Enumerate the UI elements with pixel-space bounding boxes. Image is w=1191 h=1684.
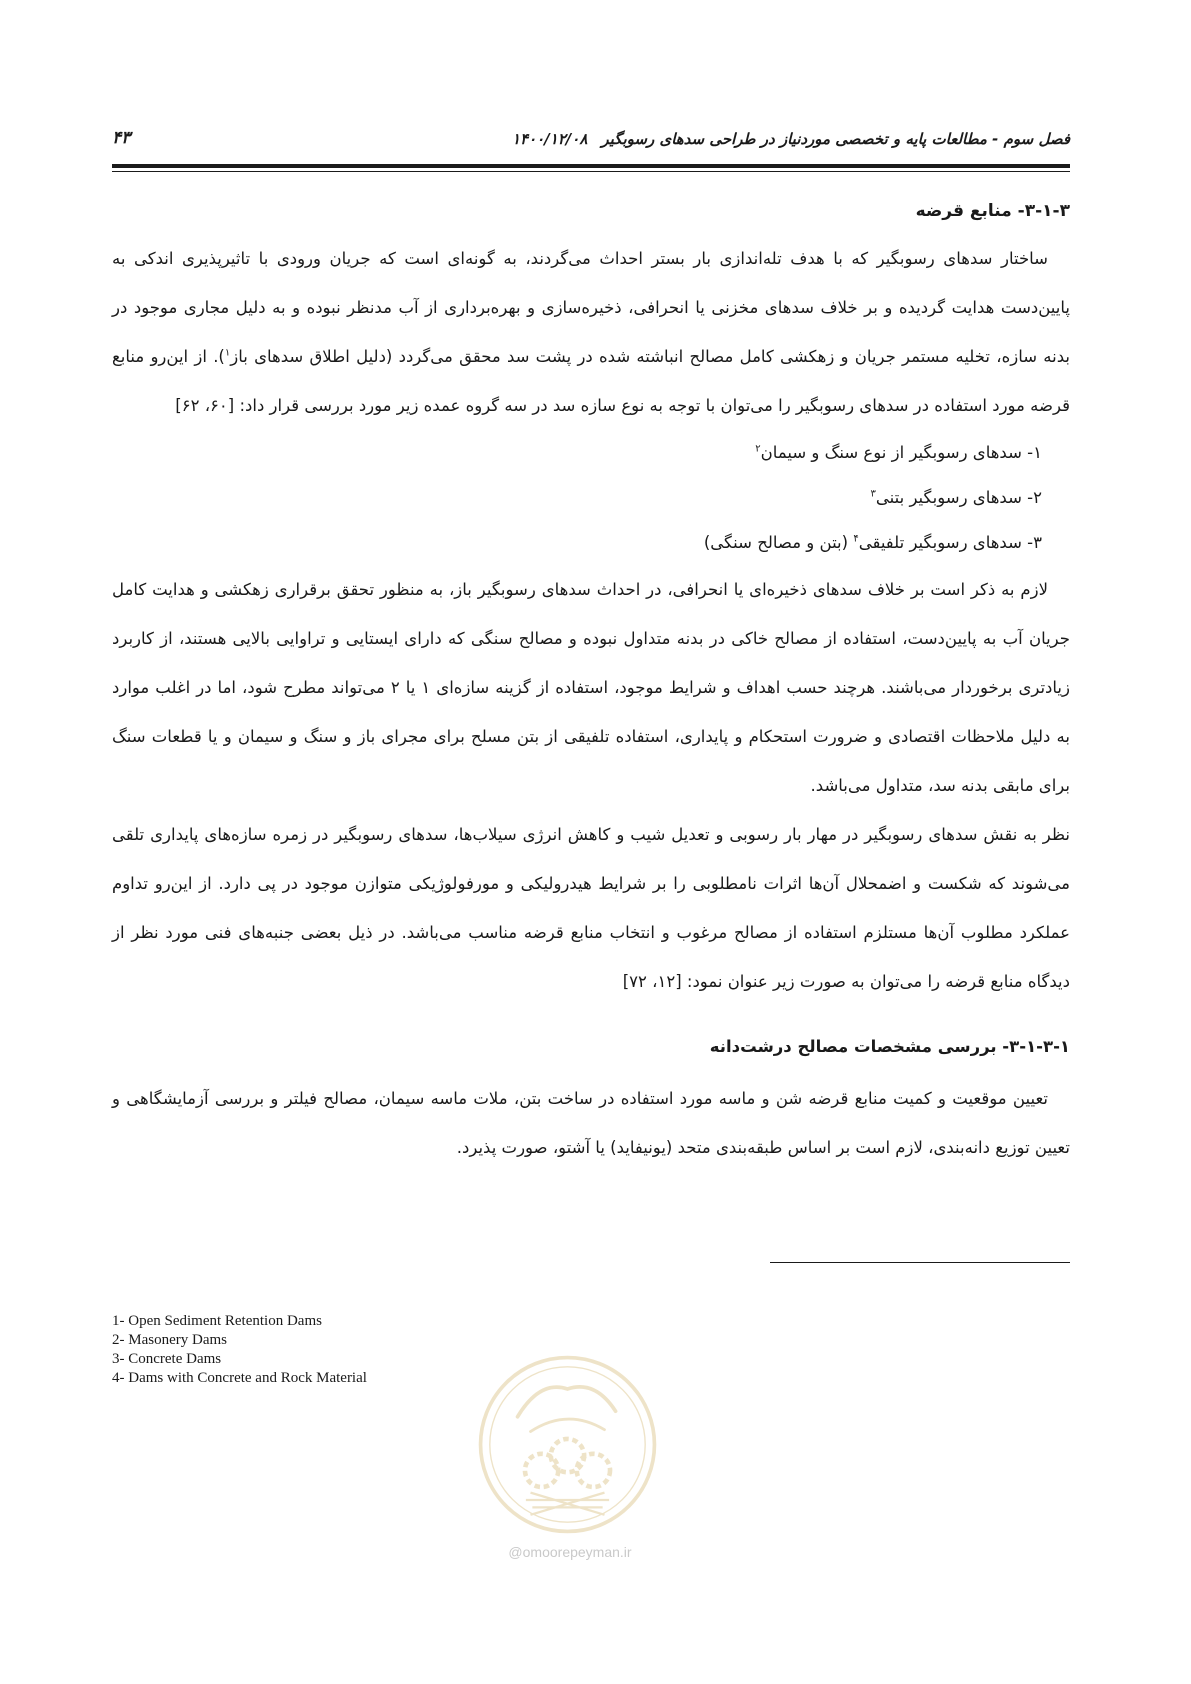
footnote: 4- Dams with Concrete and Rock Material [112,1370,367,1386]
footnote-ref: ۳ [870,488,876,500]
main-content [112,188,1070,1172]
page-header [112,126,1070,156]
list-item [112,520,1070,565]
footnote: 2- Masonery Dams [112,1332,227,1348]
footnote-ref: ۲ [755,443,761,455]
footnote-ref: ۴ [853,533,859,545]
section-heading: ۳-۱-۳- منابع قرضه [915,201,1070,221]
list-item-text: ۱- سدهای رسوبگیر از نوع سنگ و سیمان [760,443,1042,462]
dam-type-list [112,430,1070,565]
footnote-ref-1: ۱ [224,347,231,359]
watermark-seal-icon [475,1352,660,1537]
running-title [512,130,1070,148]
header-rule-thin [112,171,1070,172]
header-date: ۱۴۰۰/۱۲/۰۸ [511,130,588,148]
header-rule-thick [112,164,1070,168]
paragraph-materials: لازم به ذکر است بر خلاف سدهای ذخیره‌ای یا انحرافی، در احداث سدهای رسوبگیر باز، به منظور تحقق برقراری زهکشی و هدایت کامل جریان آب به پایین‌دست، استفاده از مصالح خاکی در بدنه متداول نبوده و مصالح سنگی که دارای ایستایی و تراوایی بالایی هستند، از کاربرد زیادتری برخوردار می‌باشند. هرچند حسب اهداف و شرایط موجود، استفاده از گزینه سازه‌ای ۱ یا ۲ می‌تواند مطرح شود، اما در اغلب موارد به دلیل ملاحظات اقتصادی و ضرورت استحکام و پایداری، استفاده تلفیقی از بتن مسلح برای مجرای باز و سنگ و سیمان و یا قطعات سنگ برای مابقی بدنه سد، متداول می‌باشد. [112,580,1070,795]
watermark-text: @omoorepeyman.ir [508,1544,632,1560]
list-item-suffix: (بتن و مصالح سنگی) [703,533,854,552]
list-item [112,430,1070,475]
intro-text-b: ). از این‌رو منابع قرضه مورد استفاده در سدهای رسوبگیر را می‌توان با توجه به نوع سازه سد در سه گروه عمده زیر مورد بررسی قرار داد: [۶۰، ۶۲] [112,347,1070,415]
list-item-text: ۳- سدهای رسوبگیر تلفیقی [858,533,1042,552]
chapter-title: فصل سوم - مطالعات پایه و تخصصی موردنیاز در طراحی سدهای رسوبگیر [601,130,1070,148]
page-number: ۴۳ [112,128,131,148]
footnotes [112,1312,367,1388]
list-item-text: ۲- سدهای رسوبگیر بتنی [875,488,1042,507]
subsection-paragraph: تعیین موقعیت و کمیت منابع قرضه شن و ماسه مورد استفاده در ساخت بتن، ملات ماسه سیمان، مصالح فیلتر و بررسی آزمایشگاهی و تعیین توزیع دانه‌بندی، لازم است بر اساس طبقه‌بندی متحد (یونیفاید) یا آشتو، صورت پذیرد. [112,1089,1070,1157]
paragraph-role: نظر به نقش سدهای رسوبگیر در مهار بار رسوبی و تعدیل شیب و کاهش انرژی سیلاب‌ها، سدهای رسوبگیر در زمره سازه‌های پایداری تلقی می‌شوند که شکست و اضمحلال آن‌ها اثرات نامطلوبی را بر شرایط هیدرولیکی و مورفولوژیکی متوازن موجود در پی دارد. از این‌رو تداوم عملکرد مطلوب آن‌ها مستلزم استفاده از مصالح مرغوب و انتخاب منابع قرضه مناسب می‌باشد. در ذیل بعضی جنبه‌های فنی مورد نظر از دیدگاه منابع قرضه را می‌توان به صورت زیر عنوان نمود: [۱۲، ۷۲] [112,825,1070,991]
footnote: 3- Concrete Dams [112,1351,222,1367]
subsection-heading: ۳-۱-۳-۱- بررسی مشخصات مصالح درشت‌دانه [709,1037,1070,1056]
footnote: 1- Open Sediment Retention Dams [112,1313,322,1329]
intro-paragraph [112,234,1070,430]
list-item [112,475,1070,520]
intro-text-a: ساختار سدهای رسوبگیر که با هدف تله‌اندازی بار بستر احداث می‌گردند، به گونه‌ای است که جریان ورودی با تاثیرپذیری اندکی به پایین‌دست هدایت گردیده و بر خلاف سدهای مخزنی یا انحرافی، ذخیره‌سازی و بهره‌برداری از آب مدنظر نبوده و به دلیل مجاری موجود در بدنه سازه، تخلیه مستمر جریان و زهکشی کامل مصالح انباشته شده در پشت سد محقق می‌گردد (دلیل اطلاق سدهای باز [112,249,1070,366]
footnote-separator [770,1262,1070,1263]
